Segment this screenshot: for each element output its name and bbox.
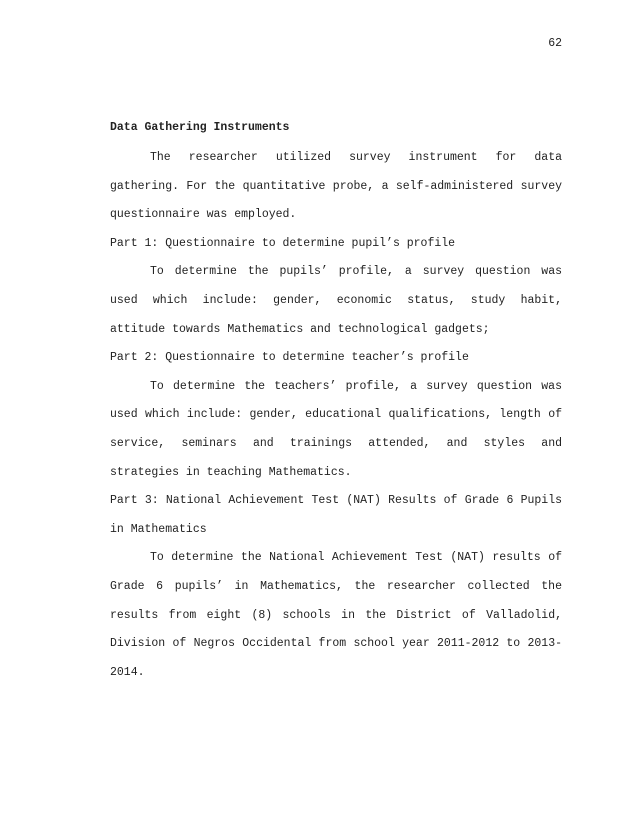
section-heading: Data Gathering Instruments [110, 121, 290, 134]
part-3-body: To determine the National Achievement Test (NAT) results of Grade 6 pupils’ in Mathematics, the researcher collected the results from eight (8) schools in the District of Valladolid, Division of Negros Occidental from school year 2011-2012 to 2013-2014. [110, 551, 562, 679]
part-2-label: Part 2: Questionnaire to determine teacher’s profile [110, 351, 469, 365]
part-1-label: Part 1: Questionnaire to determine pupil’s profile [110, 236, 456, 250]
part-2-body: To determine the teachers’ profile, a survey question was used which include: gender, educational qualifications, length of service, seminars and trainings attended, and styles and strategies in teaching Mathematics. [110, 379, 562, 479]
part-1-body: To determine the pupils’ profile, a survey question was used which include: gender, economic status, study habit, attitude towards Mathematics and technological gadgets; [110, 265, 562, 336]
page-number: 62 [548, 37, 562, 50]
part-3-label: Part 3: National Achievement Test (NAT) Results of Grade 6 Pupils in Mathematics [110, 494, 562, 536]
intro-paragraph: The researcher utilized survey instrument for data gathering. For the quantitative probe, a self-administered survey questionnaire was employed. [110, 151, 562, 222]
document-body [110, 118, 562, 687]
